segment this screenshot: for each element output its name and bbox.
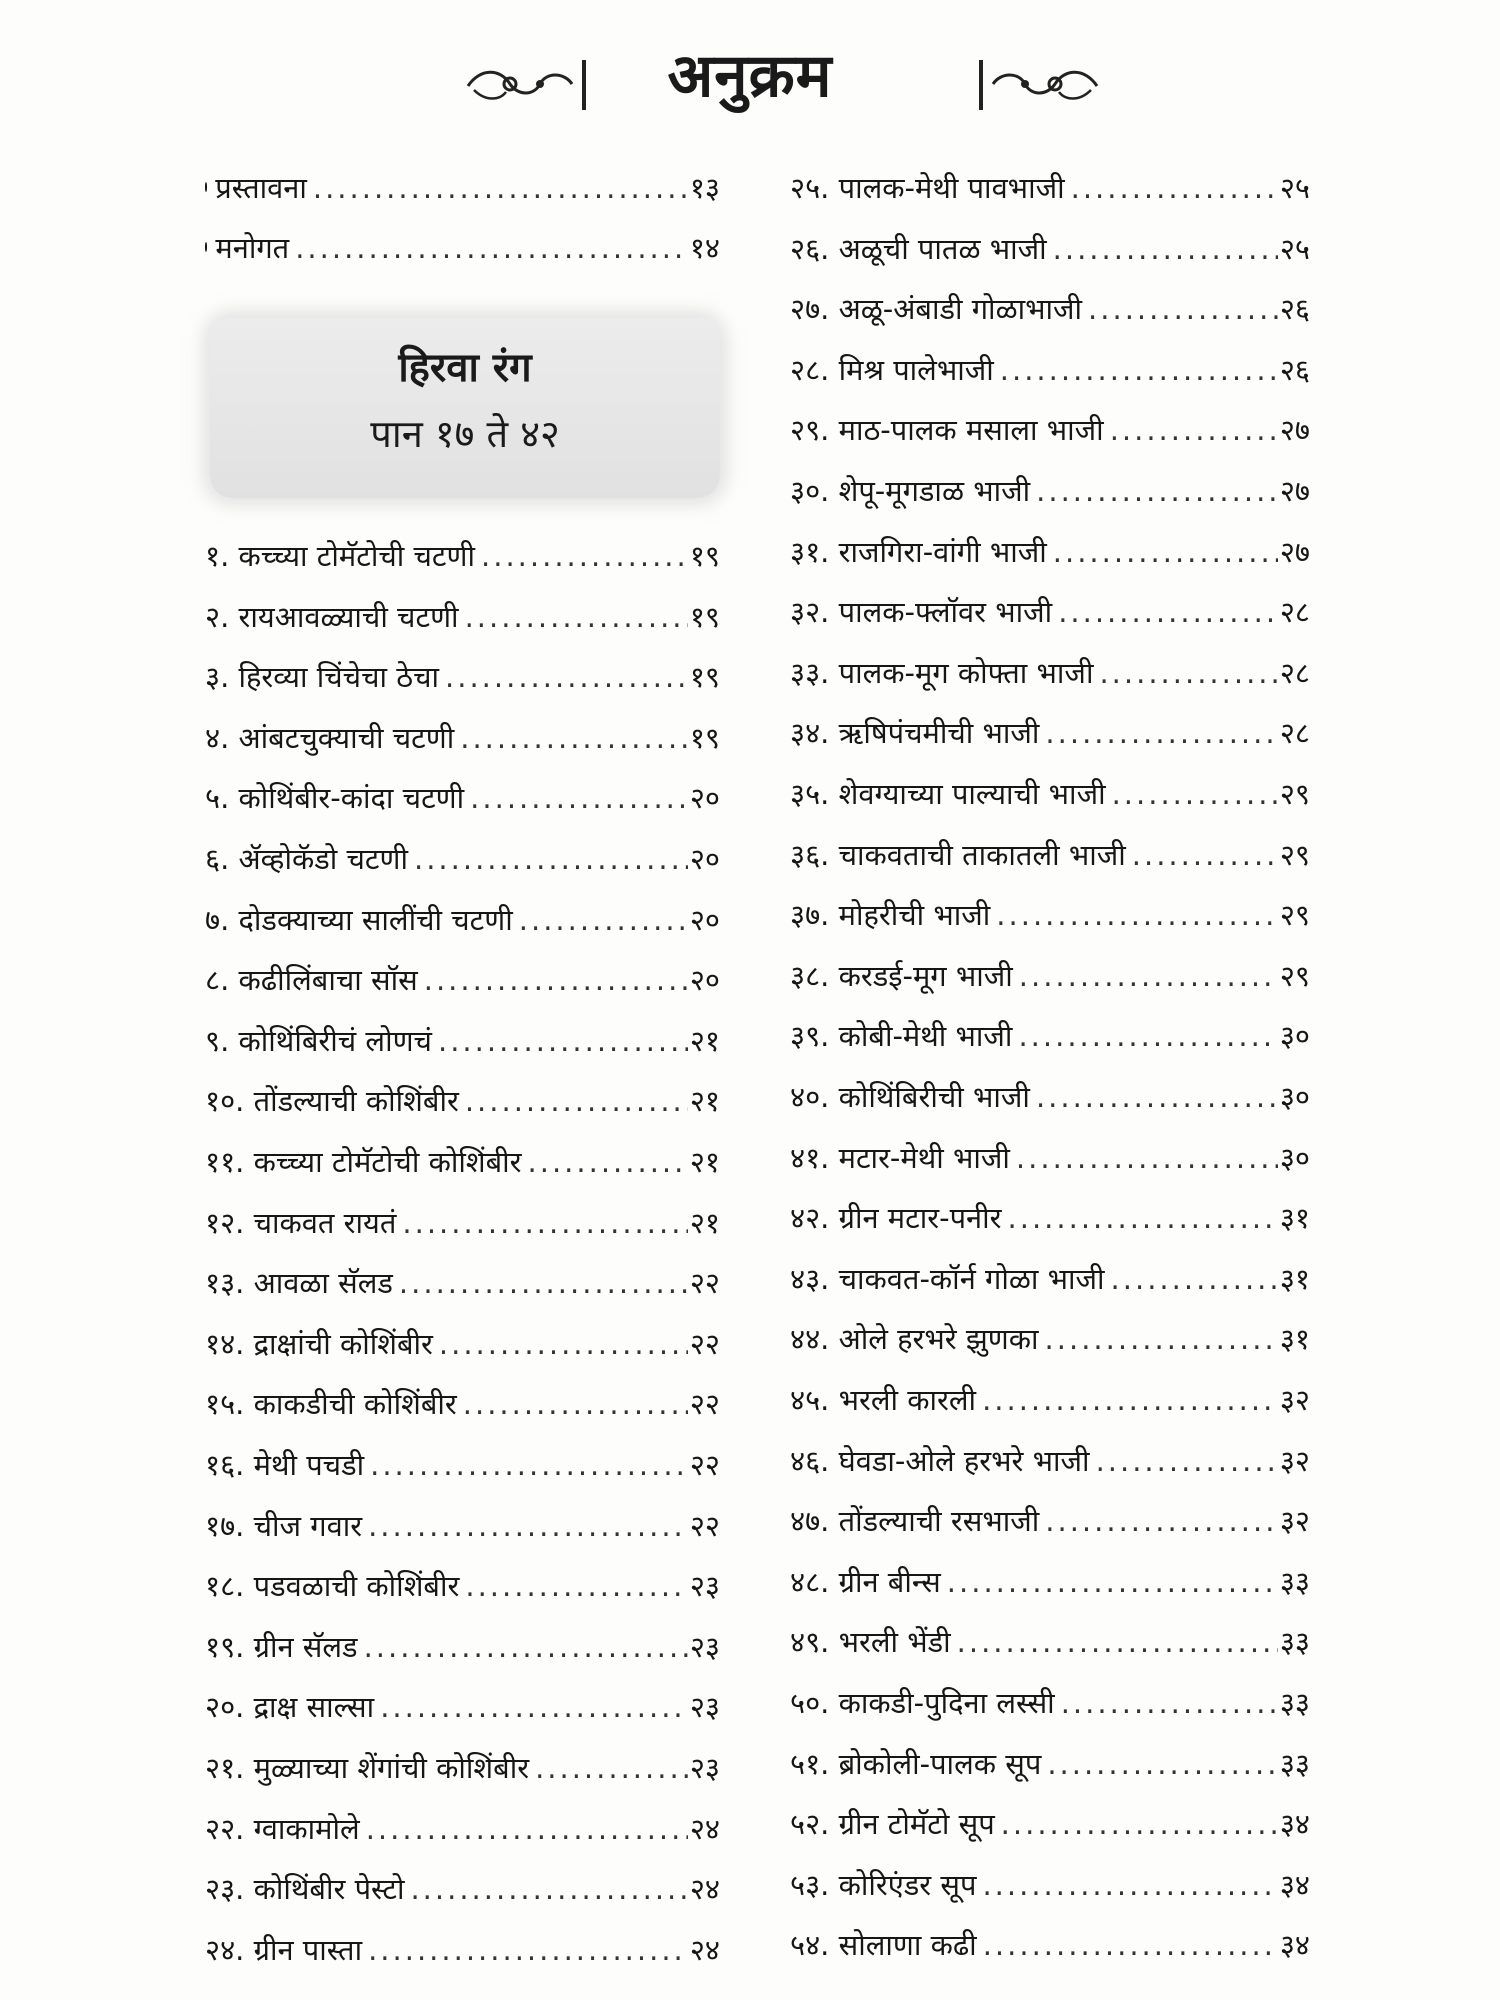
leader-dots [414, 833, 688, 885]
entry-page: २३ [689, 1690, 720, 1725]
leader-dots [424, 954, 688, 1006]
leader-dots [1019, 950, 1278, 1002]
entry-label: ५. कोथिंबीर-कांदा चटणी [205, 781, 465, 816]
left-toc-column [205, 530, 720, 1970]
entry-label: ५३. कोरिएंडर सूप [790, 1867, 977, 1902]
toc-entry[interactable] [205, 222, 720, 274]
entry-page: २५ [1279, 171, 1310, 205]
leader-dots [460, 712, 688, 764]
entry-label: ३४. ऋषिपंचमीची भाजी [790, 716, 1040, 751]
entry-page: २२ [689, 1266, 720, 1301]
entry-label: ४१. मटार-मेथी भाजी [790, 1140, 1010, 1175]
entry-label: ४३. चाकवत-कॉर्न गोळा भाजी [790, 1261, 1105, 1296]
entry-label: ७. दोडक्याच्या सालींची चटणी [205, 902, 513, 937]
entry-label: ३२. पालक-फ्लॉवर भाजी [790, 595, 1053, 630]
entry-page: ३१ [1279, 1201, 1310, 1236]
toc-entry[interactable] [790, 1374, 1310, 1426]
entry-label: ३५. शेवग्याच्या पाल्याची भाजी [790, 777, 1106, 811]
entry-page: १४ [689, 231, 720, 265]
leader-dots [982, 1859, 1277, 1911]
toc-header [0, 36, 1500, 136]
leader-dots [1053, 526, 1278, 578]
toc-entry[interactable] [205, 1075, 720, 1127]
entry-page: ३३ [1279, 1686, 1310, 1720]
entry-label: १७. चीज गवार [205, 1508, 363, 1543]
entry-label: ५०. काकडी-पुदिना लस्सी [790, 1686, 1055, 1720]
entry-page: २४ [689, 1932, 720, 1967]
leader-dots [364, 1621, 688, 1673]
entry-label: ३. हिरव्या चिंचेचा ठेचा [205, 660, 440, 695]
entry-page: २९ [1279, 777, 1310, 811]
toc-entry[interactable] [790, 647, 1310, 699]
toc-entry[interactable] [790, 1435, 1310, 1487]
leader-dots [947, 1556, 1278, 1608]
leader-dots [1110, 404, 1278, 456]
toc-entry[interactable] [790, 889, 1310, 941]
entry-label: १५. काकडीची कोशिंबीर [205, 1387, 457, 1422]
toc-entry[interactable] [790, 1919, 1310, 1971]
leader-dots [439, 1318, 688, 1370]
leader-dots [313, 162, 688, 214]
leader-dots [983, 1919, 1278, 1971]
leader-dots [1036, 465, 1278, 517]
entry-label: १८. पडवळाची कोशिंबीर [205, 1569, 460, 1604]
toc-entry[interactable] [790, 1495, 1310, 1547]
entry-label: ४५. भरली कारली [790, 1383, 977, 1417]
entry-page: २० [689, 781, 720, 816]
toc-entry[interactable] [790, 223, 1310, 275]
leader-dots [465, 1560, 687, 1612]
entry-label: ५२. ग्रीन टोमॅटो सूप [790, 1807, 995, 1842]
entry-label: २१. मुळ्याच्या शेंगांची कोशिंबीर [205, 1751, 530, 1785]
leader-dots [368, 1500, 688, 1552]
entry-label: १०. तोंडल्याची कोशिंबीर [205, 1084, 459, 1119]
leader-dots [295, 222, 688, 274]
leader-dots [1045, 1495, 1278, 1547]
entry-page: २६ [1279, 292, 1310, 327]
entry-label: २०. द्राक्ष साल्सा [205, 1690, 375, 1725]
entry-page: ३० [1279, 1140, 1310, 1175]
toc-entry[interactable] [205, 530, 720, 582]
leader-dots [1036, 1071, 1278, 1123]
entry-page: २९ [1279, 837, 1310, 872]
entry-label: ४८. ग्रीन बीन्स [790, 1564, 941, 1599]
toc-entry[interactable] [205, 833, 720, 885]
page-title: अनुक्रम [667, 41, 833, 111]
toc-entry[interactable] [205, 1015, 720, 1067]
entry-page: २८ [1279, 595, 1310, 630]
toc-entry[interactable] [790, 1798, 1310, 1850]
toc-entry[interactable] [790, 283, 1310, 335]
leader-dots [1053, 223, 1278, 275]
entry-page: २२ [689, 1508, 720, 1543]
leader-dots [465, 1075, 688, 1127]
left-flourish-icon [460, 54, 590, 114]
toc-entry[interactable] [205, 1439, 720, 1491]
leader-dots [996, 889, 1278, 941]
entry-page: २० [689, 902, 720, 937]
entry-page: २३ [689, 1751, 720, 1785]
toc-entry[interactable] [205, 712, 720, 764]
entry-label: ३०. शेपू-मूगडाळ भाजी [790, 474, 1031, 508]
leader-dots [1047, 1738, 1278, 1790]
entry-page: २७ [1279, 474, 1310, 508]
entry-page: १९ [689, 599, 720, 634]
toc-entry[interactable] [205, 1924, 720, 1976]
toc-entry[interactable] [205, 591, 720, 643]
entry-label: ४७. तोंडल्याची रसभाजी [790, 1504, 1040, 1539]
entry-label: मनोगत [215, 231, 290, 265]
entry-page: २८ [1279, 655, 1310, 690]
toc-entry[interactable] [205, 1378, 720, 1430]
leader-dots [463, 1378, 688, 1430]
toc-entry[interactable] [790, 162, 1310, 214]
toc-entry[interactable] [790, 829, 1310, 881]
toc-entry[interactable] [205, 1803, 720, 1855]
toc-entry[interactable] [205, 1742, 720, 1794]
entry-page: २० [689, 842, 720, 876]
leader-dots [1058, 586, 1278, 638]
toc-entry[interactable] [790, 526, 1310, 578]
toc-entry[interactable] [790, 1677, 1310, 1729]
right-flourish-icon [975, 54, 1105, 114]
entry-page: ३२ [1279, 1443, 1310, 1478]
leader-dots [1008, 1192, 1278, 1244]
toc-entry[interactable] [205, 162, 720, 214]
toc-entry[interactable] [205, 1863, 720, 1915]
entry-page: ३१ [1279, 1322, 1310, 1357]
entry-label: २४. ग्रीन पास्ता [205, 1932, 363, 1967]
section-title: हिरवा रंग [398, 345, 532, 391]
entry-label: ११. कच्च्या टोमॅटोची कोशिंबीर [205, 1145, 522, 1179]
toc-entry[interactable] [205, 1318, 720, 1370]
entry-page: ३० [1279, 1019, 1310, 1054]
bullet-icon [205, 242, 207, 252]
toc-entry[interactable] [205, 894, 720, 946]
leader-dots [1112, 768, 1278, 820]
entry-page: २५ [1279, 231, 1310, 266]
entry-page: २१ [689, 1084, 720, 1119]
leader-dots [410, 1863, 687, 1915]
entry-page: १९ [689, 539, 720, 573]
leader-dots [438, 1015, 688, 1067]
leader-dots [1096, 1435, 1278, 1487]
toc-entry[interactable] [205, 1681, 720, 1733]
toc-entry[interactable] [790, 1616, 1310, 1668]
entry-page: ३३ [1279, 1564, 1310, 1599]
entry-page: २४ [689, 1811, 720, 1846]
entry-page: १९ [689, 720, 720, 755]
leader-dots [465, 591, 688, 643]
entry-label: १. कच्च्या टोमॅटोची चटणी [205, 539, 476, 573]
toc-entry[interactable] [790, 950, 1310, 1002]
leader-dots [1132, 829, 1278, 881]
toc-entry[interactable] [790, 586, 1310, 638]
entry-page: २८ [1279, 716, 1310, 751]
entry-page: २६ [1279, 352, 1310, 387]
toc-entry[interactable] [790, 1010, 1310, 1062]
toc-entry[interactable] [205, 772, 720, 824]
entry-page: ३१ [1279, 1261, 1310, 1296]
entry-label: ३१. राजगिरा-वांगी भाजी [790, 534, 1047, 569]
entry-label: ३६. चाकवताची ताकातली भाजी [790, 837, 1126, 872]
leader-dots [1061, 1677, 1278, 1729]
entry-page: २२ [689, 1326, 720, 1361]
right-toc-column [790, 162, 1310, 1972]
entry-page: २७ [1279, 413, 1310, 448]
leader-dots [1071, 162, 1278, 214]
entry-page: ३४ [1279, 1928, 1310, 1963]
entry-label: ४. आंबटचुक्याची चटणी [205, 720, 455, 755]
entry-page: २० [689, 963, 720, 998]
leader-dots [1018, 1010, 1277, 1062]
leader-dots [402, 1197, 687, 1249]
entry-label: २३. कोथिंबीर पेस्टो [205, 1872, 405, 1907]
entry-page: २९ [1279, 958, 1310, 993]
intro-list [205, 162, 720, 272]
leader-dots [982, 1374, 1278, 1426]
leader-dots [1045, 707, 1277, 759]
entry-label: २. रायआवळ्याची चटणी [205, 599, 459, 634]
entry-label: ८. कढीलिंबाचा सॉस [205, 963, 418, 998]
entry-page: २३ [689, 1629, 720, 1664]
entry-label: १२. चाकवत रायतं [205, 1205, 397, 1240]
entry-page: २७ [1279, 534, 1310, 569]
leader-dots [1000, 344, 1278, 396]
section-pages: पान १७ ते ४२ [370, 412, 560, 456]
toc-entry[interactable] [790, 1132, 1310, 1184]
entry-page: २९ [1279, 898, 1310, 933]
toc-entry[interactable] [790, 707, 1310, 759]
leader-dots [1111, 1253, 1278, 1305]
entry-label: ४९. भरली भेंडी [790, 1625, 951, 1660]
toc-entry[interactable] [790, 344, 1310, 396]
entry-label: प्रस्तावना [215, 171, 307, 205]
toc-entry[interactable] [790, 465, 1310, 517]
section-box [210, 318, 720, 498]
toc-entry[interactable] [790, 1192, 1310, 1244]
entry-page: ३३ [1279, 1625, 1310, 1660]
leader-dots [470, 772, 688, 824]
leader-dots [1099, 647, 1277, 699]
toc-entry[interactable] [205, 1197, 720, 1249]
entry-page: २१ [689, 1145, 720, 1179]
toc-entry[interactable] [790, 1556, 1310, 1608]
leader-dots [535, 1742, 688, 1794]
toc-entry[interactable] [790, 768, 1310, 820]
entry-page: १३ [689, 171, 720, 205]
entry-label: २८. मिश्र पालेभाजी [790, 352, 994, 387]
entry-page: २१ [689, 1205, 720, 1240]
toc-entry[interactable] [790, 404, 1310, 456]
toc-entry[interactable] [205, 1560, 720, 1612]
leader-dots [519, 894, 688, 946]
entry-label: ५१. ब्रोकोली-पालक सूप [790, 1746, 1042, 1781]
toc-entry[interactable] [205, 651, 720, 703]
entry-label: ९. कोथिंबिरीचं लोणचं [205, 1023, 432, 1058]
toc-entry[interactable] [205, 1136, 720, 1188]
entry-page: ३२ [1279, 1504, 1310, 1539]
entry-page: २२ [689, 1448, 720, 1482]
leader-dots [445, 651, 688, 703]
entry-page: २१ [689, 1023, 720, 1058]
entry-page: २२ [689, 1387, 720, 1422]
entry-page: २३ [689, 1569, 720, 1604]
leader-dots [1016, 1132, 1278, 1184]
entry-page: ३२ [1279, 1383, 1310, 1417]
entry-label: २६. अळूची पातळ भाजी [790, 231, 1047, 266]
entry-label: ४६. घेवडा-ओले हरभरे भाजी [790, 1443, 1090, 1478]
leader-dots [399, 1257, 688, 1309]
entry-label: १४. द्राक्षांची कोशिंबीर [205, 1326, 433, 1361]
leader-dots [366, 1803, 688, 1855]
leader-dots [1045, 1313, 1278, 1365]
entry-label: २२. ग्वाकामोले [205, 1811, 360, 1846]
leader-dots [528, 1136, 688, 1188]
toc-entry[interactable] [205, 1621, 720, 1673]
leader-dots [957, 1616, 1278, 1668]
entry-label: ३७. मोहरीची भाजी [790, 898, 991, 933]
entry-label: २७. अळू-अंबाडी गोळाभाजी [790, 292, 1083, 327]
entry-label: २९. माठ-पालक मसाला भाजी [790, 413, 1104, 448]
toc-entry[interactable] [790, 1071, 1310, 1123]
leader-dots [1001, 1798, 1278, 1850]
leader-dots [1088, 283, 1278, 335]
entry-page: ३० [1279, 1080, 1310, 1114]
toc-entry[interactable] [205, 1500, 720, 1552]
leader-dots [370, 1439, 688, 1491]
toc-entry[interactable] [790, 1859, 1310, 1911]
leader-dots [368, 1924, 688, 1976]
entry-label: ३८. करडई-मूग भाजी [790, 958, 1013, 993]
entry-page: ३३ [1279, 1746, 1310, 1781]
toc-entry[interactable] [790, 1253, 1310, 1305]
entry-page: २४ [689, 1872, 720, 1907]
entry-label: ४२. ग्रीन मटार-पनीर [790, 1201, 1002, 1236]
entry-page: ३४ [1279, 1807, 1310, 1842]
toc-entry[interactable] [205, 954, 720, 1006]
entry-page: १९ [689, 660, 720, 695]
entry-label: १३. आवळा सॅलड [205, 1266, 393, 1301]
entry-page: ३४ [1279, 1867, 1310, 1902]
entry-label: २५. पालक-मेथी पावभाजी [790, 171, 1065, 205]
toc-entry[interactable] [790, 1313, 1310, 1365]
entry-label: ३३. पालक-मूग कोफ्ता भाजी [790, 655, 1094, 690]
toc-entry[interactable] [205, 1257, 720, 1309]
entry-label: ३९. कोबी-मेथी भाजी [790, 1019, 1013, 1054]
bullet-icon [205, 182, 207, 192]
entry-label: ४४. ओले हरभरे झुणका [790, 1322, 1039, 1357]
leader-dots [380, 1681, 688, 1733]
entry-label: ६. ॲव्होकॅडो चटणी [205, 842, 408, 876]
entry-label: १६. मेथी पचडी [205, 1448, 365, 1482]
entry-label: १९. ग्रीन सॅलड [205, 1629, 358, 1664]
entry-label: ५४. सोलाणा कढी [790, 1928, 977, 1963]
entry-label: ४०. कोथिंबिरीची भाजी [790, 1080, 1030, 1114]
toc-entry[interactable] [790, 1738, 1310, 1790]
leader-dots [481, 530, 688, 582]
